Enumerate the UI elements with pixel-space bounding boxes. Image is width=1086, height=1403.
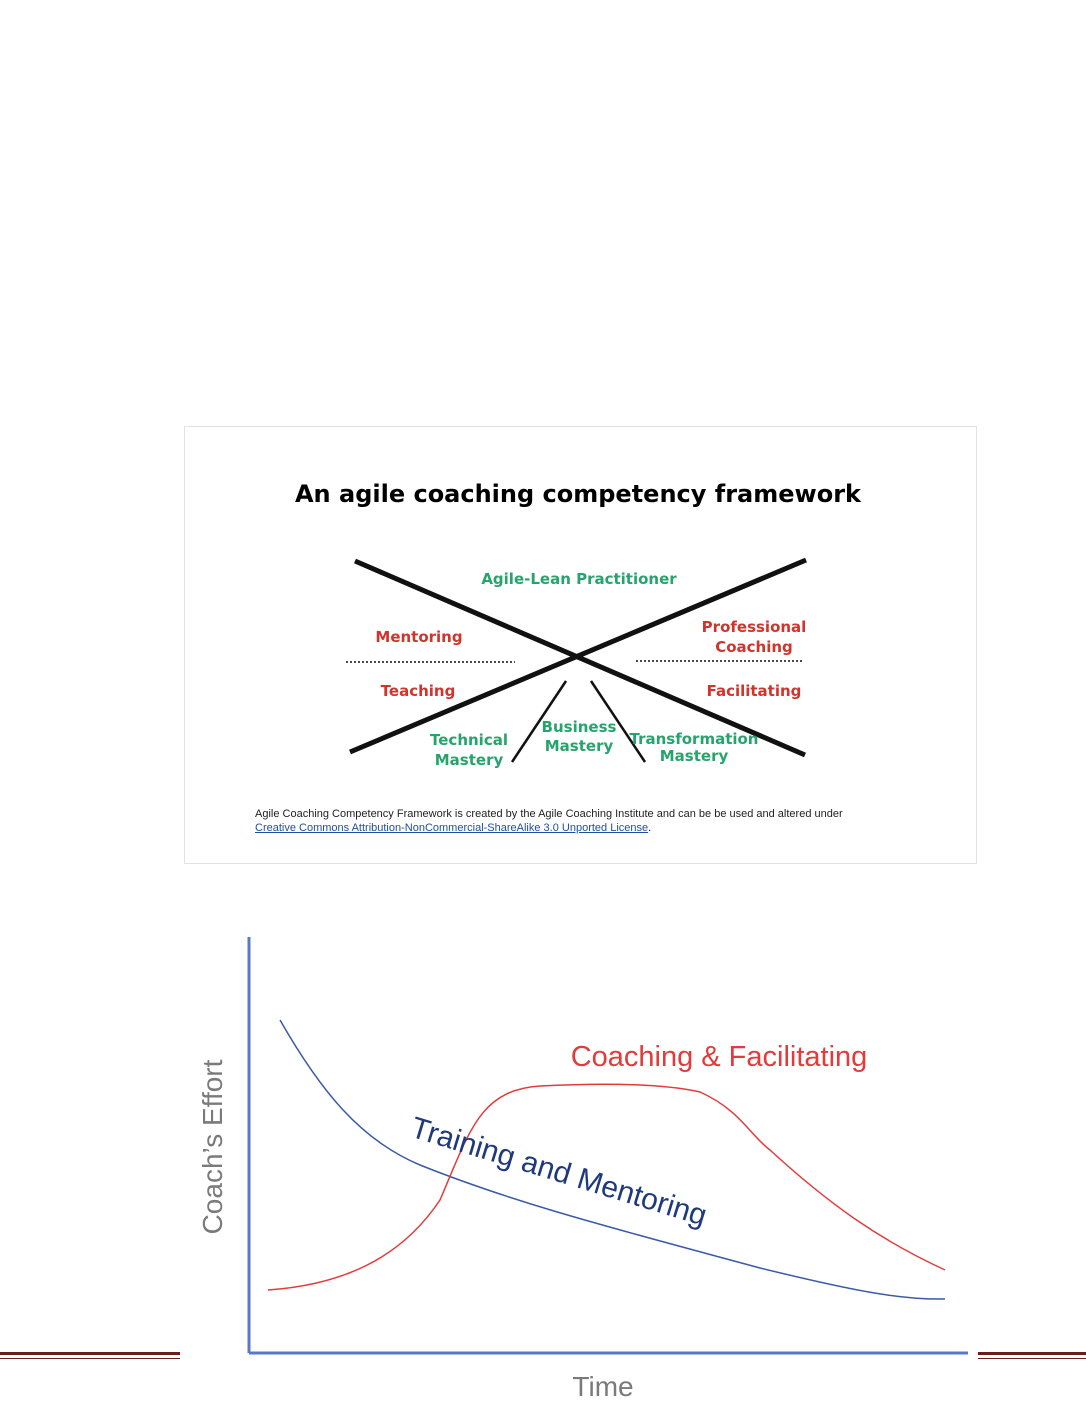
x-axis-label: Time — [572, 1371, 634, 1402]
label-business-mastery: Mastery — [544, 737, 614, 755]
y-axis-label: Coach’s Effort — [197, 1059, 228, 1235]
label-technical: Technical — [430, 731, 508, 749]
footer-rule-left — [0, 1352, 180, 1359]
label-coaching-facilitating: Coaching & Facilitating — [570, 1041, 868, 1073]
license-link[interactable]: Creative Commons Attribution-NonCommercial-ShareAlike 3.0 Unported License — [255, 822, 649, 834]
label-business: Business — [541, 718, 617, 736]
label-agile-lean: Agile-Lean Practitioner — [481, 570, 677, 588]
license-suffix: . — [648, 822, 652, 834]
label-transformation: Transformation — [629, 730, 759, 748]
label-training-mentoring: Training and Mentoring — [406, 1111, 711, 1233]
footer-rule-right — [978, 1352, 1086, 1359]
credit-text: Agile Coaching Competency Framework is created by the Agile Coaching Institute and can be be used and altered under — [255, 808, 843, 820]
label-teaching: Teaching — [380, 682, 456, 700]
framework-title: An agile coaching competency framework — [294, 480, 862, 508]
label-coaching: Coaching — [715, 638, 793, 656]
label-facilitating: Facilitating — [706, 682, 802, 700]
label-transformation-mastery: Mastery — [659, 747, 729, 765]
label-mentoring: Mentoring — [375, 628, 463, 646]
label-professional: Professional — [701, 618, 807, 636]
label-technical-mastery: Mastery — [434, 751, 504, 769]
